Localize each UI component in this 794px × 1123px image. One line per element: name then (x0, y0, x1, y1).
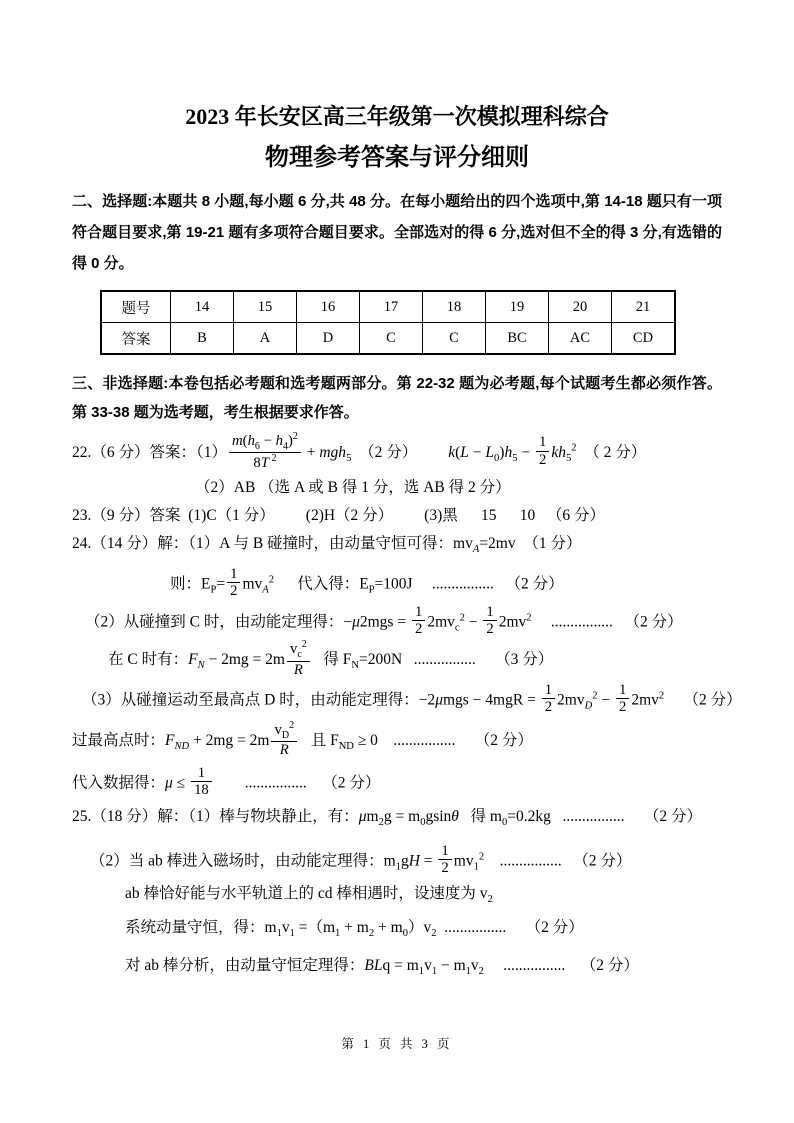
table-cell-a18: C (423, 323, 486, 355)
answer-line-q25-step4: 系统动量守恒，得：$m_1v_1 =(m_1 + m_2 + m_0)v_2$ ................ （2 分） (125, 918, 584, 939)
table-cell-q20: 20 (549, 291, 612, 323)
table-cell-a16: D (297, 323, 360, 355)
table-cell-a14: B (171, 323, 234, 355)
answer-line-q24-step7: 代入数据得：μ ≤ $\frac{1}{18}$ ................ （2 分） (72, 764, 381, 798)
table-cell-label-number: 题号 (101, 291, 171, 323)
answer-line-q22-part1: 22.（6 分）答案：（1） $\frac{m(h_6 - h_4)^2}{8T ^2}$ + mgh$_5$ （2 分） $k(L - L_0)h_5$ − $\frac{1}{2}$ $kh_5^2$ （ 2 分） (72, 431, 647, 471)
table-cell-q16: 16 (297, 291, 360, 323)
section-2-choice-intro: 二、选择题:本题共 8 小题,每小题 6 分,共 48 分。在每小题给出的四个选项中,第 14-18 题只有一项符合题目要求,第 19-21 题有多项符合题目要求。全部选对的得 6 分,选对但不全的得 3 分,有选错的得 0 分。 (72, 193, 722, 272)
table-cell-q15: 15 (234, 291, 297, 323)
answer-line-q22-part2: （2）AB （选 A 或 B 得 1 分，选 AB 得 2 分） (195, 479, 511, 497)
answer-line-q24-step6: 过最高点时：$F_{ND} + 2mg = 2m$ $\frac{v_D^2}{R}$ 且 $F_{ND} \ge 0$ ................ （2 分） (72, 719, 533, 759)
table-cell-q19: 19 (486, 291, 549, 323)
answer-line-q25-step3: ab 棒恰好能与水平轨道上的 cd 棒相遇时，设速度为 $v_2$ (125, 884, 493, 905)
table-row-answers (101, 323, 675, 355)
answer-line-q24-step2: 则：$E_P=$ $\frac{1}{2}$ $mv_A^2$ 代入得：$E_P=100J$ ................ （2 分） (170, 565, 564, 600)
table-row-question-numbers (101, 291, 675, 323)
document-title-line-2: 物理参考答案与评分细则 (265, 145, 529, 171)
answer-line-q23: 23.（9 分）答案 (1)C（1 分） (2)H（2 分） (3)黑 15 10 （6 分） (72, 507, 606, 525)
document-title-line-1: 2023 年长安区高三年级第一次模拟理科综合 (185, 104, 609, 129)
answer-table (100, 290, 676, 355)
answer-line-q24-step1: 24.（14 分）解：（1）A 与 B 碰撞时，由动量守恒可得：$mv_A=2mv$ （1 分） (72, 535, 582, 556)
answer-line-q24-step4: 在 C 时有：$F_N - 2mg = 2m$ $\frac{v_c^2}{R}$ 得 $F_N=200N$ ................ （3 分） (108, 639, 554, 678)
table-cell-a19: BC (486, 323, 549, 355)
answer-line-q25-step1: 25.（18 分）解：（1）棒与物块静止，有：$\mu m_2g = m_0gsin\theta$ 得 $m_0=0.2kg$ ................ （2 分） (72, 808, 702, 829)
table-cell-a15: A (234, 323, 297, 355)
page-footer: 第 1 页 共 3 页 (341, 1037, 453, 1051)
table-cell-a21: CD (612, 323, 676, 355)
table-cell-a17: C (360, 323, 423, 355)
answer-line-q24-step5: （3）从碰撞运动至最高点 D 时，由动能定理得：−2μmgs − 4mgR = $\frac{1}{2}$ $2mv_D^2$ − $\frac{1}{2}$ $2mv^2$ （2 分） (82, 682, 742, 716)
answer-line-q24-step3: （2）从碰撞到 C 时，由动能定理得：−μ2mgs = $\frac{1}{2}$ $2mv_c^2$ − $\frac{1}{2}$ $2mv^2$ ................ （2 分） (85, 603, 683, 637)
table-cell-q18: 18 (423, 291, 486, 323)
answer-line-q25-step2: （2）当 ab 棒进入磁场时，由动能定理得：$m_1gH$ = $\frac{1}{2}$ $mv_1^2$ ................ （2 分） (90, 842, 632, 877)
table-cell-a20: AC (549, 323, 612, 355)
section-3-noncoice-intro: 三、非选择题:本卷包括必考题和选考题两部分。第 22-32 题为必考题,每个试题考生都必须作答。第 33-38 题为选考题，考生根据要求作答。 (72, 375, 722, 421)
table-cell-label-answer: 答案 (101, 323, 171, 355)
table-cell-q17: 17 (360, 291, 423, 323)
answer-line-q25-step5: 对 ab 棒分析，由动量守恒定理得：BLq = $m_1v_1 - m_1v_2$ ................ （2 分） (125, 956, 639, 977)
table-cell-q21: 21 (612, 291, 676, 323)
table-cell-q14: 14 (171, 291, 234, 323)
